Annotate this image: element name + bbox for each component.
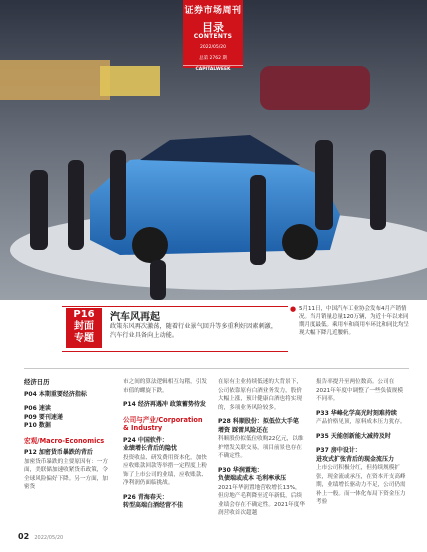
toc-description: 2021年华润置地营收增长13%，但房地产毛利降至近年新低，后续业绩会存在不确定性。2021年度华润营收首次超越 <box>218 484 305 516</box>
page-number: 02 <box>18 532 30 541</box>
cover-title[interactable]: 汽车风再起 <box>110 312 160 323</box>
toc-description: 报告率提升至两位数高。公司在2021年年度中调整了一些负债规模不同率。 <box>316 379 403 402</box>
capitalweek-label: CAPITALWEEK <box>183 65 243 72</box>
brand-name: 证券市场周刊 <box>184 6 242 16</box>
footer-date: 2022/05/20 <box>34 535 64 541</box>
toc-description: 投资收益、研发费用资本化，加快应收账款回款等举措一定程度上粉饰了上市公司的业绩，应收账款、净利润仍面临挑战。 <box>123 454 207 486</box>
cover-summary: 政策东风再次激荡，随着行业景气回升等多重利好因素刺激，汽车行业具备向上动能。 <box>110 323 278 339</box>
toc-item[interactable]: P26 青海春天： <box>123 493 168 501</box>
column-2 <box>123 378 207 511</box>
divider <box>24 368 409 369</box>
section-macro: 宏观/Macro-Economics <box>24 436 105 445</box>
photo-caption: 5月11日，中国汽车工业协会发布4月产销情况。当月销量总量120万辆，为近十年以来同期月度最低。乘用车和商用车环比和同比均呈现大幅下降几近腰斩。 <box>299 306 410 336</box>
column-3 <box>218 378 306 518</box>
toc-description: 加密货币暴跌的主要原因有：一方面，美联储加速收紧货币政策，令全球风险偏好下降。另一方面，加密货 <box>24 458 108 490</box>
cover-page: P16 <box>73 309 95 320</box>
cover-story-tag[interactable] <box>66 308 102 348</box>
toc-description: 上市公司积极分红，但持续规模扩张，现金流或承压，在资本开支高峰期，业绩增长驱动力不足，公司仍需补上一般。而一体化布局下资金压力考验 <box>316 465 406 505</box>
section-company: 公司与产业/Corporation & Industry <box>123 415 203 432</box>
bullet-dot-icon: ● <box>290 305 297 313</box>
toc-item[interactable]: P09 要刊速递 <box>24 413 63 421</box>
toc-description: 科顺股份拟低位收购22亿元，以维护增发关联交易，项目前景也存在不确定性。 <box>218 436 304 459</box>
toc-item[interactable]: P37 房中设计： <box>316 447 361 454</box>
toc-item[interactable]: P12 加密货币暴跌的背后 <box>24 449 93 456</box>
toc-description: 市之间的算法逻辑相互勾稽，引发市值的螺旋下跌。 <box>123 379 207 394</box>
toc-item[interactable]: P10 数据 <box>24 422 51 429</box>
toc-description: 在原有主业持续低迷的大背景下，公司依靠原有白酒业务发力，股价大幅上涨，预计健康白酒也将实现的，多项业务风险较多。 <box>218 379 302 411</box>
toc-subtitle: 业绩增长背后的隐忧 <box>123 445 178 452</box>
issue-date: 2022/05/20 <box>200 45 226 50</box>
toc-item[interactable]: P24 中国软件： <box>123 436 168 444</box>
cover-label-1: 封面 <box>74 321 94 332</box>
section-economic-calendar: 经济日历 <box>24 378 50 386</box>
toc-item[interactable]: P28 科顺股份：拟低位大手笔 <box>218 418 299 425</box>
toc-item[interactable]: P06 速读 <box>24 405 51 412</box>
cover-label-2: 专题 <box>74 333 94 344</box>
contents-title: 目录 <box>202 21 224 34</box>
toc-item[interactable]: P14 经济再遇冲 政策蓄势待发 <box>123 401 206 408</box>
toc-item[interactable]: P33 华峰化学高光时刻难持续 <box>316 409 397 417</box>
toc-item[interactable]: P04 本期重要经济指标 <box>24 390 87 398</box>
page-footer <box>18 532 63 541</box>
toc-subtitle: 进攻式扩张背后的现金流压力 <box>316 455 395 463</box>
toc-subtitle: 负债端或成本 毛利率承压 <box>218 475 287 482</box>
toc-item[interactable]: P30 华润置地： <box>218 466 263 474</box>
toc-subtitle: 转型高端白酒经营不佳 <box>123 502 184 509</box>
contents-label: CONTENTS <box>193 33 233 40</box>
magazine-badge <box>183 0 243 72</box>
toc-item[interactable]: P35 天能创新能大减持及时 <box>316 432 391 440</box>
column-1 <box>24 378 112 492</box>
column-4 <box>316 378 408 507</box>
toc-description: 产品价格见顶，原料成本压力犹存。 <box>316 419 406 425</box>
toc-subtitle: 增资 踩雷风险还在 <box>218 426 269 434</box>
issue-number: 总第 2762 期 <box>199 56 227 61</box>
